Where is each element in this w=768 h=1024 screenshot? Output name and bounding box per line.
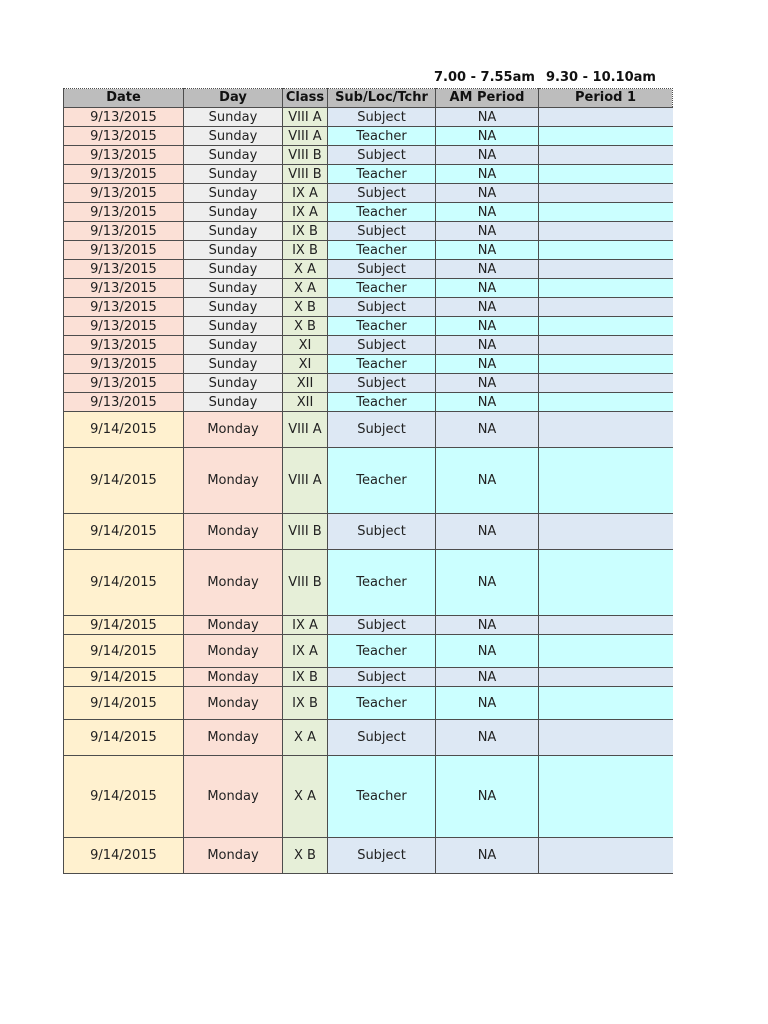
class-cell[interactable]: IX A xyxy=(283,616,328,635)
date-cell[interactable]: 9/13/2015 xyxy=(64,184,184,203)
table-row xyxy=(64,687,673,720)
sub-loc-tchr-cell[interactable]: Subject xyxy=(328,616,436,635)
am-period-cell[interactable]: NA xyxy=(436,448,539,514)
am-period-cell[interactable]: NA xyxy=(436,720,539,756)
class-cell[interactable]: X B xyxy=(283,298,328,317)
sub-loc-tchr-cell[interactable]: Teacher xyxy=(328,279,436,298)
class-cell[interactable]: XII xyxy=(283,374,328,393)
table-body xyxy=(64,108,673,874)
day-cell[interactable]: Sunday xyxy=(184,165,283,184)
date-cell[interactable]: 9/13/2015 xyxy=(64,127,184,146)
am-period-cell[interactable]: NA xyxy=(436,355,539,374)
class-cell[interactable]: VIII B xyxy=(283,165,328,184)
table-row xyxy=(64,127,673,146)
table-row xyxy=(64,108,673,127)
am-period-time-header: 7.00 - 7.55am xyxy=(434,70,535,85)
date-cell[interactable]: 9/14/2015 xyxy=(64,448,184,514)
date-cell[interactable]: 9/14/2015 xyxy=(64,668,184,687)
period-1-cell[interactable] xyxy=(539,393,673,412)
day-cell[interactable]: Sunday xyxy=(184,146,283,165)
period-1-cell[interactable] xyxy=(539,222,673,241)
column-header-sub-loc-tchr: Sub/Loc/Tchr xyxy=(328,89,436,108)
period-1-cell[interactable] xyxy=(539,355,673,374)
table-row xyxy=(64,146,673,165)
period-1-cell[interactable] xyxy=(539,412,673,448)
sub-loc-tchr-cell[interactable]: Subject xyxy=(328,222,436,241)
class-cell[interactable]: X A xyxy=(283,720,328,756)
sub-loc-tchr-cell[interactable]: Teacher xyxy=(328,127,436,146)
date-cell[interactable]: 9/13/2015 xyxy=(64,165,184,184)
am-period-cell[interactable]: NA xyxy=(436,317,539,336)
table-row xyxy=(64,838,673,874)
column-header-am-period: AM Period xyxy=(436,89,539,108)
sub-loc-tchr-cell[interactable]: Teacher xyxy=(328,687,436,720)
period-1-cell[interactable] xyxy=(539,514,673,550)
table-row xyxy=(64,514,673,550)
day-cell[interactable]: Sunday xyxy=(184,355,283,374)
sub-loc-tchr-cell[interactable]: Teacher xyxy=(328,203,436,222)
class-cell[interactable]: VIII A xyxy=(283,412,328,448)
period-1-cell[interactable] xyxy=(539,668,673,687)
table-row xyxy=(64,393,673,412)
column-header-day: Day xyxy=(184,89,283,108)
date-cell[interactable]: 9/14/2015 xyxy=(64,616,184,635)
sub-loc-tchr-cell[interactable]: Subject xyxy=(328,412,436,448)
am-period-cell[interactable]: NA xyxy=(436,184,539,203)
sub-loc-tchr-cell[interactable]: Teacher xyxy=(328,165,436,184)
table-row xyxy=(64,336,673,355)
table-row xyxy=(64,374,673,393)
class-cell[interactable]: IX A xyxy=(283,203,328,222)
am-period-cell[interactable]: NA xyxy=(436,108,539,127)
day-cell[interactable]: Monday xyxy=(184,687,283,720)
am-period-cell[interactable]: NA xyxy=(436,146,539,165)
table-row xyxy=(64,668,673,687)
period-1-cell[interactable] xyxy=(539,550,673,616)
header-row xyxy=(64,89,673,108)
class-cell[interactable]: VIII A xyxy=(283,448,328,514)
table-row xyxy=(64,203,673,222)
sub-loc-tchr-cell[interactable]: Subject xyxy=(328,260,436,279)
day-cell[interactable]: Sunday xyxy=(184,374,283,393)
period-1-cell[interactable] xyxy=(539,298,673,317)
date-cell[interactable]: 9/13/2015 xyxy=(64,298,184,317)
class-cell[interactable]: VIII B xyxy=(283,514,328,550)
day-cell[interactable]: Sunday xyxy=(184,184,283,203)
day-cell[interactable]: Monday xyxy=(184,720,283,756)
date-cell[interactable]: 9/14/2015 xyxy=(64,687,184,720)
sub-loc-tchr-cell[interactable]: Subject xyxy=(328,146,436,165)
class-cell[interactable]: XI xyxy=(283,336,328,355)
day-cell[interactable]: Monday xyxy=(184,616,283,635)
table-row xyxy=(64,260,673,279)
table-row xyxy=(64,279,673,298)
am-period-cell[interactable]: NA xyxy=(436,668,539,687)
period-1-cell[interactable] xyxy=(539,687,673,720)
day-cell[interactable]: Sunday xyxy=(184,279,283,298)
am-period-cell[interactable]: NA xyxy=(436,616,539,635)
am-period-cell[interactable]: NA xyxy=(436,393,539,412)
date-cell[interactable]: 9/13/2015 xyxy=(64,279,184,298)
table-row xyxy=(64,298,673,317)
period-1-cell[interactable] xyxy=(539,635,673,668)
class-cell[interactable]: X A xyxy=(283,279,328,298)
table-row xyxy=(64,550,673,616)
sub-loc-tchr-cell[interactable]: Teacher xyxy=(328,635,436,668)
am-period-cell[interactable]: NA xyxy=(436,412,539,448)
period-1-cell[interactable] xyxy=(539,838,673,874)
day-cell[interactable]: Monday xyxy=(184,550,283,616)
date-cell[interactable]: 9/13/2015 xyxy=(64,355,184,374)
sub-loc-tchr-cell[interactable]: Teacher xyxy=(328,550,436,616)
date-cell[interactable]: 9/13/2015 xyxy=(64,317,184,336)
day-cell[interactable]: Sunday xyxy=(184,260,283,279)
period-1-cell[interactable] xyxy=(539,203,673,222)
am-period-cell[interactable]: NA xyxy=(436,635,539,668)
period-1-cell[interactable] xyxy=(539,127,673,146)
table-row xyxy=(64,616,673,635)
day-cell[interactable]: Sunday xyxy=(184,127,283,146)
am-period-cell[interactable]: NA xyxy=(436,374,539,393)
table-row xyxy=(64,241,673,260)
table-row xyxy=(64,635,673,668)
am-period-cell[interactable]: NA xyxy=(436,260,539,279)
period-1-time-header: 9.30 - 10.10am xyxy=(546,70,656,85)
class-cell[interactable]: IX A xyxy=(283,635,328,668)
timetable xyxy=(63,88,673,874)
period-1-cell[interactable] xyxy=(539,374,673,393)
date-cell[interactable]: 9/13/2015 xyxy=(64,241,184,260)
sub-loc-tchr-cell[interactable]: Teacher xyxy=(328,448,436,514)
period-1-cell[interactable] xyxy=(539,720,673,756)
sub-loc-tchr-cell[interactable]: Teacher xyxy=(328,241,436,260)
sub-loc-tchr-cell[interactable]: Subject xyxy=(328,336,436,355)
day-cell[interactable]: Sunday xyxy=(184,108,283,127)
class-cell[interactable]: VIII B xyxy=(283,146,328,165)
table-row xyxy=(64,317,673,336)
table-row xyxy=(64,720,673,756)
am-period-cell[interactable]: NA xyxy=(436,203,539,222)
period-1-cell[interactable] xyxy=(539,336,673,355)
date-cell[interactable]: 9/13/2015 xyxy=(64,222,184,241)
date-cell[interactable]: 9/14/2015 xyxy=(64,412,184,448)
am-period-cell[interactable]: NA xyxy=(436,687,539,720)
table-row xyxy=(64,355,673,374)
day-cell[interactable]: Sunday xyxy=(184,336,283,355)
day-cell[interactable]: Sunday xyxy=(184,222,283,241)
sub-loc-tchr-cell[interactable]: Teacher xyxy=(328,756,436,838)
table-row xyxy=(64,222,673,241)
period-1-cell[interactable] xyxy=(539,241,673,260)
day-cell[interactable]: Monday xyxy=(184,514,283,550)
date-cell[interactable]: 9/14/2015 xyxy=(64,720,184,756)
am-period-cell[interactable]: NA xyxy=(436,222,539,241)
period-1-cell[interactable] xyxy=(539,165,673,184)
date-cell[interactable]: 9/14/2015 xyxy=(64,550,184,616)
am-period-cell[interactable]: NA xyxy=(436,279,539,298)
sub-loc-tchr-cell[interactable]: Teacher xyxy=(328,393,436,412)
am-period-cell[interactable]: NA xyxy=(436,838,539,874)
day-cell[interactable]: Monday xyxy=(184,412,283,448)
day-cell[interactable]: Monday xyxy=(184,668,283,687)
sub-loc-tchr-cell[interactable]: Subject xyxy=(328,514,436,550)
sub-loc-tchr-cell[interactable]: Teacher xyxy=(328,355,436,374)
class-cell[interactable]: X B xyxy=(283,838,328,874)
sub-loc-tchr-cell[interactable]: Teacher xyxy=(328,317,436,336)
am-period-cell[interactable]: NA xyxy=(436,241,539,260)
date-cell[interactable]: 9/14/2015 xyxy=(64,756,184,838)
period-1-cell[interactable] xyxy=(539,260,673,279)
class-cell[interactable]: VIII A xyxy=(283,108,328,127)
am-period-cell[interactable]: NA xyxy=(436,550,539,616)
day-cell[interactable]: Sunday xyxy=(184,317,283,336)
am-period-cell[interactable]: NA xyxy=(436,165,539,184)
class-cell[interactable]: VIII A xyxy=(283,127,328,146)
period-1-cell[interactable] xyxy=(539,184,673,203)
period-1-cell[interactable] xyxy=(539,279,673,298)
date-cell[interactable]: 9/13/2015 xyxy=(64,108,184,127)
table-row xyxy=(64,184,673,203)
class-cell[interactable]: IX B xyxy=(283,241,328,260)
am-period-cell[interactable]: NA xyxy=(436,127,539,146)
period-1-cell[interactable] xyxy=(539,756,673,838)
class-cell[interactable]: XII xyxy=(283,393,328,412)
date-cell[interactable]: 9/13/2015 xyxy=(64,393,184,412)
class-cell[interactable]: IX B xyxy=(283,222,328,241)
table-row xyxy=(64,412,673,448)
day-cell[interactable]: Monday xyxy=(184,635,283,668)
period-1-cell[interactable] xyxy=(539,108,673,127)
day-cell[interactable]: Monday xyxy=(184,756,283,838)
period-1-cell[interactable] xyxy=(539,146,673,165)
am-period-cell[interactable]: NA xyxy=(436,514,539,550)
column-header-period-1: Period 1 xyxy=(539,89,673,108)
day-cell[interactable]: Sunday xyxy=(184,298,283,317)
date-cell[interactable]: 9/13/2015 xyxy=(64,374,184,393)
class-cell[interactable]: X B xyxy=(283,317,328,336)
sub-loc-tchr-cell[interactable]: Subject xyxy=(328,184,436,203)
period-1-cell[interactable] xyxy=(539,616,673,635)
class-cell[interactable]: VIII B xyxy=(283,550,328,616)
day-cell[interactable]: Sunday xyxy=(184,203,283,222)
date-cell[interactable]: 9/13/2015 xyxy=(64,203,184,222)
day-cell[interactable]: Monday xyxy=(184,838,283,874)
am-period-cell[interactable]: NA xyxy=(436,756,539,838)
class-cell[interactable]: IX B xyxy=(283,687,328,720)
sub-loc-tchr-cell[interactable]: Subject xyxy=(328,668,436,687)
sub-loc-tchr-cell[interactable]: Subject xyxy=(328,838,436,874)
date-cell[interactable]: 9/13/2015 xyxy=(64,336,184,355)
date-cell[interactable]: 9/14/2015 xyxy=(64,838,184,874)
class-cell[interactable]: XI xyxy=(283,355,328,374)
sub-loc-tchr-cell[interactable]: Subject xyxy=(328,108,436,127)
date-cell[interactable]: 9/14/2015 xyxy=(64,635,184,668)
day-cell[interactable]: Sunday xyxy=(184,241,283,260)
date-cell[interactable]: 9/14/2015 xyxy=(64,514,184,550)
date-cell[interactable]: 9/13/2015 xyxy=(64,260,184,279)
class-cell[interactable]: IX A xyxy=(283,184,328,203)
sub-loc-tchr-cell[interactable]: Subject xyxy=(328,298,436,317)
class-cell[interactable]: X A xyxy=(283,260,328,279)
date-cell[interactable]: 9/13/2015 xyxy=(64,146,184,165)
period-1-cell[interactable] xyxy=(539,448,673,514)
class-cell[interactable]: IX B xyxy=(283,668,328,687)
am-period-cell[interactable]: NA xyxy=(436,298,539,317)
table-row xyxy=(64,448,673,514)
column-header-date: Date xyxy=(64,89,184,108)
table-row xyxy=(64,165,673,184)
sub-loc-tchr-cell[interactable]: Subject xyxy=(328,374,436,393)
class-cell[interactable]: X A xyxy=(283,756,328,838)
day-cell[interactable]: Sunday xyxy=(184,393,283,412)
sub-loc-tchr-cell[interactable]: Subject xyxy=(328,720,436,756)
period-1-cell[interactable] xyxy=(539,317,673,336)
am-period-cell[interactable]: NA xyxy=(436,336,539,355)
column-header-class: Class xyxy=(283,89,328,108)
day-cell[interactable]: Monday xyxy=(184,448,283,514)
table-row xyxy=(64,756,673,838)
